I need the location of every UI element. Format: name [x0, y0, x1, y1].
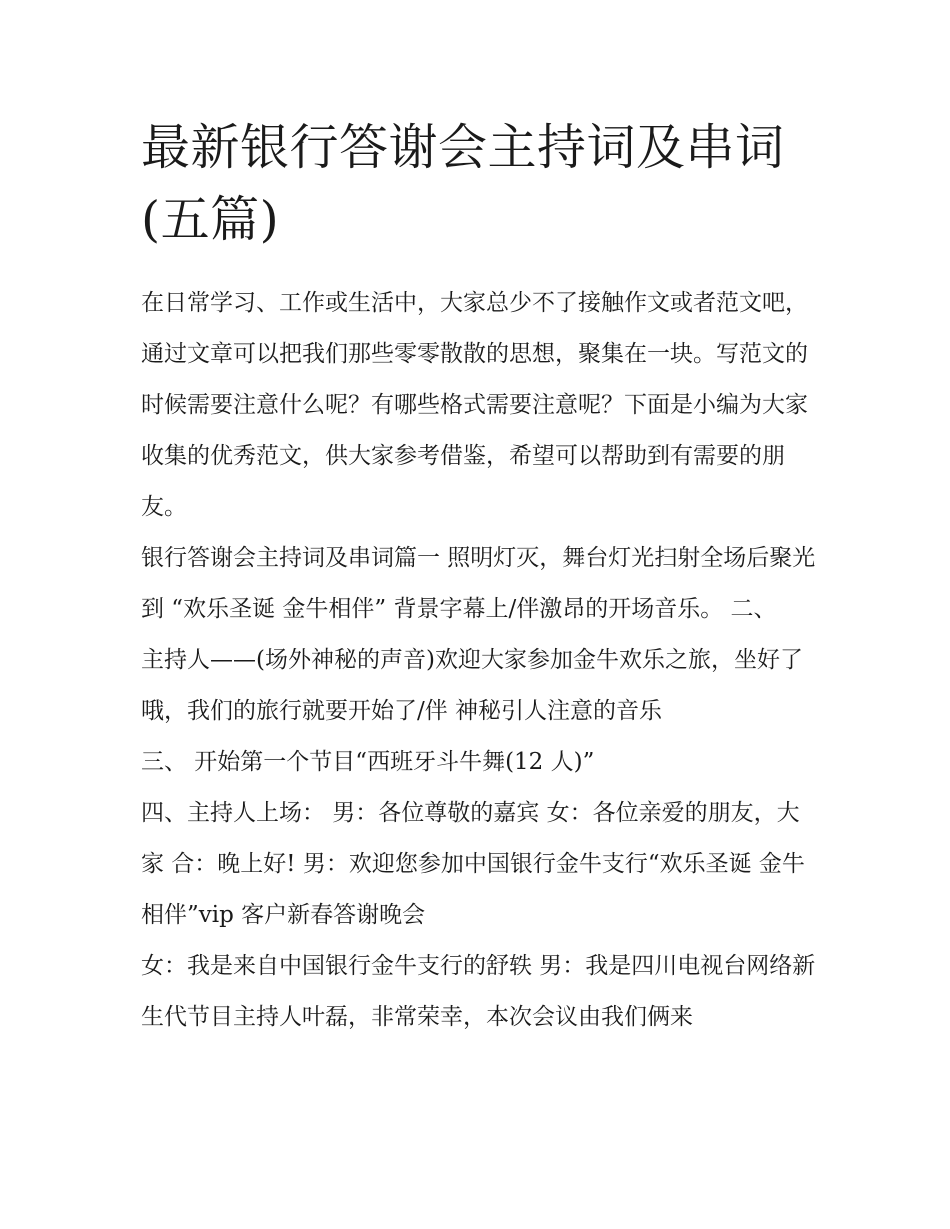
body-paragraph: 三、 开始第一个节目“西班牙斗牛舞(12 人)” [141, 749, 595, 775]
document-body [141, 278, 821, 1043]
body-paragraph: 四、主持人上场： 男：各位尊敬的嘉宾 女：各位亲爱的朋友，大家 合：晚上好! 男：欢迎您参加中国银行金牛支行“欢乐圣诞 金牛相伴”vip 客户新春答谢晚会 [141, 800, 805, 928]
body-paragraph: 女：我是来自中国银行金牛支行的舒轶 男：我是四川电视台网络新生代节目主持人叶磊，非常荣幸，本次会议由我们俩来 [141, 953, 816, 1030]
intro-paragraph: 在日常学习、工作或生活中，大家总少不了接触作文或者范文吧，通过文章可以把我们那些零零散散的思想，聚集在一块。写范文的时候需要注意什么呢？有哪些格式需要注意呢？下面是小编为大家收集的优秀范文，供大家参考借鉴，希望可以帮助到有需要的朋友。 [141, 290, 808, 520]
body-paragraph: 银行答谢会主持词及串词篇一 照明灯灭，舞台灯光扫射全场后聚光到 “欢乐圣诞 金牛相伴” 背景字幕上/伴激昂的开场音乐。 二、 [141, 545, 816, 622]
document-title: 最新银行答谢会主持词及串词(五篇) [141, 119, 785, 248]
body-paragraph: 主持人——(场外神秘的声音)欢迎大家参加金牛欢乐之旅，坐好了哦，我们的旅行就要开始了/伴 神秘引人注意的音乐 [141, 647, 803, 724]
